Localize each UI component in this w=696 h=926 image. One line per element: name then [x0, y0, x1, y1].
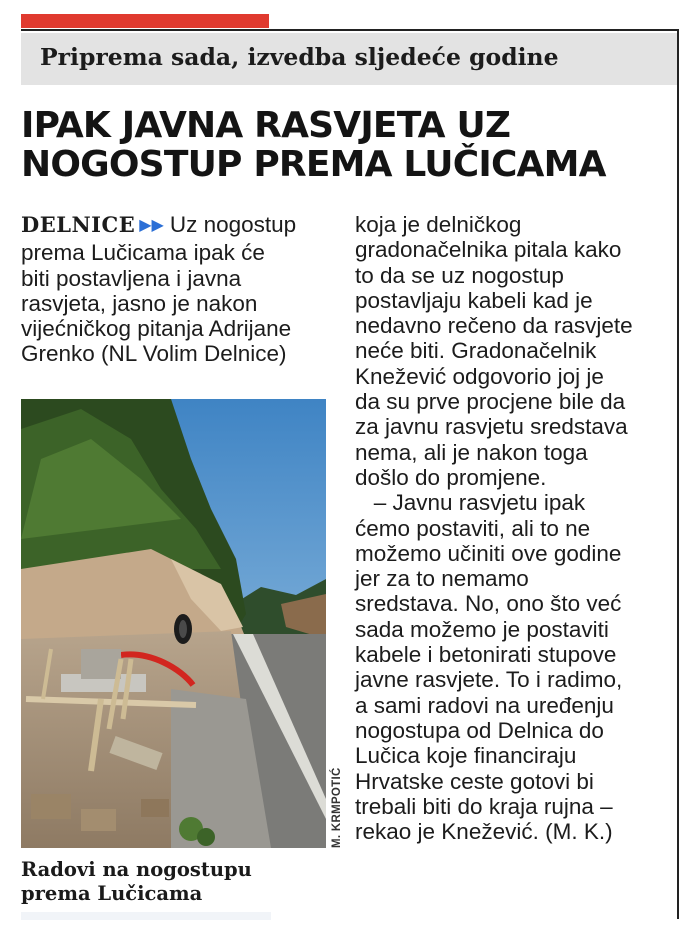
body-line: vijećničkog pitanja Adrijane	[21, 316, 292, 342]
caption-line-1: Radovi na nogostupu	[21, 858, 252, 881]
article-column-2	[355, 212, 665, 844]
article-headline	[21, 106, 671, 184]
body-line: došlo do promjene.	[355, 464, 547, 490]
body-line: jer za to nemamo	[355, 566, 529, 592]
body-line: Lučica koje financiraju	[355, 743, 577, 769]
body-line: koja je delničkog	[355, 212, 522, 237]
bottom-strip	[21, 912, 271, 920]
body-line: Hrvatske ceste gotovi bi	[355, 768, 594, 794]
kicker-banner	[21, 33, 677, 85]
body-line	[21, 212, 336, 240]
body-line: a sami radovi na uređenju	[355, 692, 614, 718]
body-line: Knežević odgovorio joj je	[355, 363, 604, 389]
body-line: Grenko (NL Volim Delnice)	[21, 341, 287, 367]
body-line: da su prve procjene bile da	[355, 389, 626, 415]
dateline: DELNICE	[21, 212, 136, 237]
caption-line-2: prema Lučicama	[21, 882, 203, 905]
section-color-bar	[21, 14, 269, 28]
body-line: nedavno rečeno da rasvjete	[355, 313, 633, 339]
top-rule	[21, 29, 679, 31]
kicker-text: Priprema sada, izvedba sljedeće godine	[40, 43, 559, 71]
body-line: možemo učiniti ove godine	[355, 540, 622, 566]
body-line: sredstava. No, ono što već	[355, 591, 622, 617]
body-line: gradonačelnika pitala kako	[355, 237, 622, 263]
body-line-text: Uz nogostup	[169, 212, 297, 237]
body-line: nogostupa od Delnica do	[355, 717, 604, 743]
body-line: nema, ali je nakon toga	[355, 439, 588, 465]
body-line: za javnu rasvjetu sredstava	[355, 414, 628, 440]
headline-line-1: IPAK JAVNA RASVJETA UZ	[21, 105, 511, 146]
body-line: biti postavljena i javna	[21, 265, 242, 291]
article-photo	[21, 399, 326, 848]
body-line: to da se uz nogostup	[355, 262, 564, 288]
photo-credit: M. KRMPOTIĆ	[331, 767, 343, 848]
body-line: kabele i betonirati stupove	[355, 642, 617, 668]
body-line: rasvjeta, jasno je nakon	[21, 290, 258, 316]
roadwork-photo	[21, 399, 326, 848]
body-line: neće biti. Gradonačelnik	[355, 338, 597, 364]
photo-caption	[21, 858, 326, 906]
headline-line-2: NOGOSTUP PREMA LUČICAMA	[21, 144, 606, 185]
body-line: sada možemo je postaviti	[355, 616, 609, 642]
double-arrow-icon: ▶▶	[139, 217, 164, 234]
body-line: javne rasvjete. To i radimo,	[355, 667, 623, 693]
article-column-1	[21, 212, 336, 367]
body-line: – Javnu rasvjetu ipak	[355, 490, 586, 516]
body-line: rekao je Knežević. (M. K.)	[355, 819, 613, 845]
body-line: postavljaju kabeli kad je	[355, 287, 593, 313]
body-line: trebali biti do kraja rujna –	[355, 793, 613, 819]
right-rule	[677, 29, 679, 919]
body-line: prema Lučicama ipak će	[21, 240, 265, 266]
body-line: ćemo postaviti, ali to ne	[355, 515, 591, 541]
